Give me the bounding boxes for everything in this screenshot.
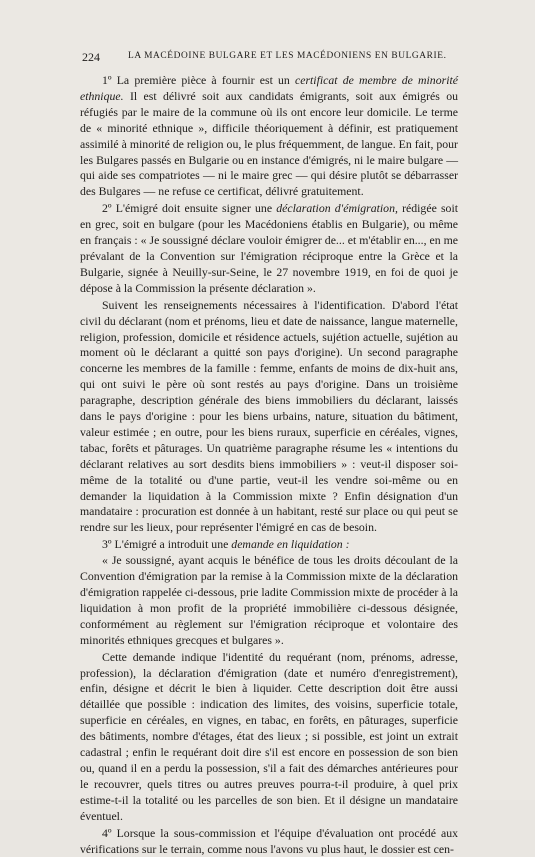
paragraph-renseignements: Suivent les renseignements nécessaires à l'identification. D'abord l'état civil du déclarant (nom et prénoms, lieu et date de naissance, langue maternelle, religion, profession, domicile et résidence actuels, sujétion actuelle, sujétion au moment où le déclarant a quitté son pays d'origine). Un second paragraphe concerne les membres de la famille : femme, enfants de moins de dix-huit ans, qui ont suivi le père où sont restés au pays d'origine. Dans un troisième paragraphe, description générale des biens immobiliers du déclarant, laissés dans le pays d'origine : pour les biens urbains, nature, situation du bâtiment, valeur estimée ; en outre, pour les biens ruraux, superficie en céréales, vignes, tabac, forêts et pâturages. Un quatrième paragraphe résume les « intentions du déclarant relatives au sort desdits biens immobiliers » : veut-il disposer soi-même de la totalité ou d'une partie, veut-il les vendre soi-même ou en demander la liquidation à la Commission mixte ? Enfin désignation d'un mandataire : procuration est donnée à un habitant, resté sur place ou qui peut se rendre sur les lieux, pour représenter l'émigré en cas de besoin. bbox=[80, 297, 458, 535]
term-declaration: déclaration d'émigration, bbox=[276, 201, 398, 216]
term-demande: demande en liquidation : bbox=[231, 537, 350, 552]
page-header bbox=[82, 50, 457, 66]
paragraph-declaration: 2º L'émigré doit ensuite signer une déclaration d'émigration, rédigée soit en grec, soit en bulgare (pour les Macédoniens établis en Bulgarie), ou même en français : « Je soussigné déclare vouloir émigrer de... et m'établir en..., en me prévalant de la Convention sur l'émigration réciproque entre la Grèce et la Bulgarie, signée à Neuilly-sur-Seine, le 27 novembre 1919, en foi de quoi je dépose à la Commission la présente déclaration ». bbox=[80, 201, 459, 295]
page-number: 224 bbox=[82, 50, 100, 64]
page-body bbox=[80, 73, 458, 857]
paragraph-quotation: « Je soussigné, ayant acquis le bénéfice de tous les droits découlant de la Convention d'émigration par la remise à la Commission mixte de la déclaration d'émigration rappelée ci-dessous, prie ladite Commission mixte de procéder à la liquidation à mon profit de la propriété immobilière ci-dessous désignée, conformément au règlement sur l'émigration réciproque et volontaire des minorités ethniques grecques et bulgares ». bbox=[80, 553, 458, 647]
term-certificat: certificat de membre de minorité ethnique. bbox=[80, 73, 458, 103]
paragraph-certificat: 1º La première pièce à fournir est un certificat de membre de minorité ethnique. Il est délivré soit aux candidats émigrants, soit aux émigrés ou réfugiés par le maire de la commune où ils ont encore leur domicile. Le terme de « minorité ethnique », difficile théoriquement à définir, est pratiquement assimilé à minorité de religion ou, le plus fréquemment, de langue. En fait, pour les Bulgares passés en Bulgarie ou en instance d'émigrés, ni le maire bulgare — qui aide ses compatriotes — ni le maire grec — qui désire plutôt se débarrasser des Bulgares — ne refuse ce certificat, délivré gratuitement. bbox=[80, 73, 458, 199]
paragraph-requerant: Cette demande indique l'identité du requérant (nom, prénoms, adresse, profession), la déclaration d'émigration (date et numéro d'enregistrement), enfin, désigne et décrit le bien à liquider. Cette description doit être aussi détaillée que possible : indication des limites, des voisins, superficie totale, superficie en céréales, en vignes, en tabac, en forêts, en pâturages, superficie des bâtiments, nombre d'étages, état des lieux ; si possible, est joint un extrait cadastral ; enfin le requérant doit dire s'il est encore en possession de son bien ou, quand il en a perdu la possession, s'il a fait des démarches antérieures pour le recouvrer, quels titres ou autres preuves pourra-t-il produire, à quel prix estime-t-il la totalité ou les parcelles de son bien. Et il désigne un mandataire éventuel. bbox=[80, 649, 458, 823]
paragraph-verifications: 4º Lorsque la sous-commission et l'équipe d'évaluation ont procédé aux vérifications sur le terrain, comme nous l'avons vu plus haut, le dossier est cen- bbox=[80, 825, 458, 856]
running-title: LA MACÉDOINE BULGARE ET LES MACÉDONIENS EN BULGARIE. bbox=[128, 51, 447, 61]
paragraph-demande: 3º L'émigré a introduit une demande en liquidation : bbox=[102, 537, 350, 552]
